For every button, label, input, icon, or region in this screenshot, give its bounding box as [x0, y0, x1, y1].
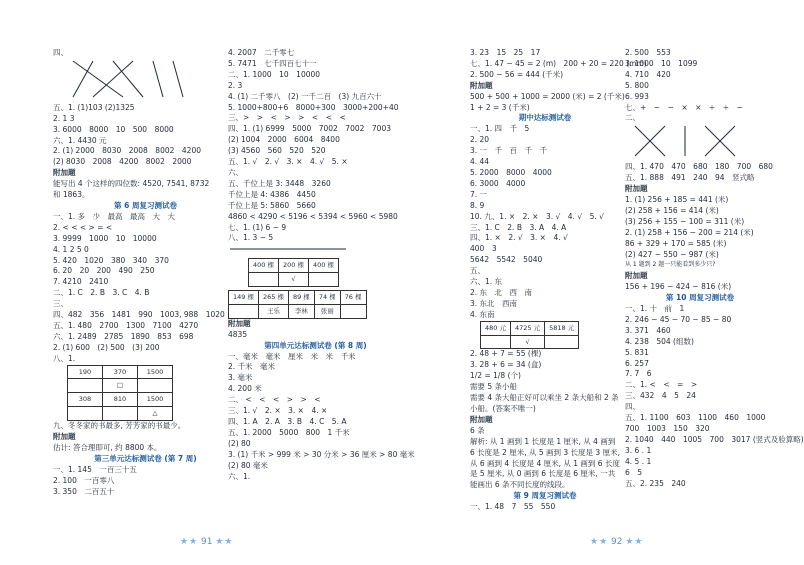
- table-cell: 400 棵: [308, 259, 338, 273]
- answer-line: 4. 238 504 (组数): [625, 336, 694, 346]
- answer-line: 5. 7471 七千四百七十一: [228, 58, 317, 68]
- answer-line: 一、1. 48 7 55 550: [470, 502, 556, 512]
- answer-line: 五、1. (1)103 (2)1325: [53, 102, 135, 112]
- table-cell: 265 棵: [258, 291, 288, 305]
- answer-line: 一、1. 十 前 1: [625, 304, 685, 314]
- answer-line: 2. (1) 2000 8030 2008 8002 4200: [53, 146, 201, 156]
- answer-line: 86 + 329 + 170 = 585 (米): [625, 238, 727, 248]
- answer-line: 五、1. √ 2. √ 3. × 4. √ 5. ×: [228, 157, 348, 167]
- fujia-heading: 附加题: [470, 414, 493, 424]
- section-title: 期中达标测试卷: [518, 113, 572, 123]
- answer-line: (3) 256 + 155 − 100 = 311 (米): [625, 216, 745, 226]
- answer-line: 需要 5 条小船: [470, 382, 518, 392]
- answer-line: 六、1. 东: [470, 277, 503, 287]
- answer-line: 3. 6 . 1: [625, 445, 652, 455]
- answer-line: 一、毫米 毫米 厘米 米 米 千米: [228, 351, 356, 361]
- column-4: [625, 48, 804, 489]
- answer-line: 5. 2000 8000 4000: [470, 167, 552, 177]
- answer-line: 五、1. 1100 603 1100 460 1000: [625, 413, 766, 423]
- answer-line: 五、2. 235 240: [625, 478, 686, 488]
- answer-line: 5. 800: [625, 80, 649, 90]
- answer-line: 四、: [625, 402, 640, 412]
- answer-line: 三、: [53, 299, 68, 309]
- answer-line: (3) 4560 560 520 520: [228, 146, 326, 156]
- answer-line: 三、432 4 5 24: [625, 391, 696, 401]
- table-cell: 76 棵: [340, 291, 366, 305]
- answer-line: 2. 东 北 西 南: [470, 287, 533, 297]
- answer-line: 七、+ − − × × ÷ ÷ −: [625, 102, 743, 112]
- answer-line: 四、1. × 2. √ 3. × 4. √: [470, 233, 568, 243]
- answer-line: 3. 毫米: [228, 373, 253, 383]
- answer-grid: [67, 365, 173, 422]
- star-decoration: ★★: [590, 537, 609, 547]
- table-cell: [308, 273, 338, 287]
- table-cell: [545, 335, 579, 349]
- answer-line: 估计: 答合理即可, 约 8800 本。: [53, 443, 162, 452]
- answer-line: 一、1. 四 千 5: [470, 124, 530, 134]
- answer-line: 千位上是 4: 4386 4450: [228, 189, 316, 199]
- answer-line: 二、1. < < = >: [625, 380, 698, 390]
- answer-line: 六、1.: [228, 471, 251, 481]
- grid-cell: 190: [68, 365, 103, 379]
- grid-cell: 1500: [138, 393, 173, 407]
- fujia-heading: 附加题: [53, 168, 76, 178]
- table-cell: 89 棵: [288, 291, 314, 305]
- section-title: 第 6 周复习测试卷: [114, 200, 177, 210]
- answer-line: 九、冬冬家的书最多, 芳芳家的书最少。: [53, 421, 186, 431]
- answer-line: 1/2 = 1/8 (个): [470, 371, 521, 381]
- answer-line: 3. 23 15 25 17: [470, 48, 541, 57]
- grid-cell: △: [138, 407, 173, 421]
- page-number: 91: [201, 537, 213, 547]
- fujia-heading: 附加题: [228, 318, 251, 328]
- answer-line: 500 + 500 + 1000 = 2000 (米) = 2 (千米): [470, 91, 625, 101]
- answer-line: 四、1. (1) 6999 5000 7002 7002 7003: [228, 124, 391, 134]
- answer-line: 2. 500 553: [625, 48, 671, 57]
- matching-diagram: [53, 59, 203, 99]
- answer-line: 5642 5542 5040: [470, 255, 543, 265]
- answer-line: 1. (1) 256 + 185 = 441 (米): [625, 194, 729, 204]
- answer-line: 8. 9: [470, 200, 485, 210]
- table-cell: 200 棵: [278, 259, 308, 273]
- table-cell: [249, 273, 279, 287]
- answer-line: 5. 1000+800+6 8000+300 3000+200+40: [228, 102, 399, 112]
- answer-line: 1 + 2 = 3 (千米): [470, 102, 530, 112]
- answer-line: 八、1. 3 ~ 5: [228, 233, 274, 243]
- answer-line: 三、> > < > > < < <: [228, 113, 346, 123]
- star-decoration: ★★: [625, 537, 644, 547]
- table-cell: √: [278, 273, 308, 287]
- answer-paragraph: 需要 4 条大船正好可以乘坐 2 条大船和 2 条小船。(答案不唯一): [470, 393, 619, 413]
- table-cell: [481, 335, 511, 349]
- section-title: 第 10 周复习测试卷: [665, 293, 735, 303]
- answer-line: (2) 80 毫米: [228, 460, 268, 470]
- answer-line: 10. 九、1. × 2. × 3. √ 4. √ 5. √: [470, 211, 604, 221]
- answer-line: 4860 < 4290 < 5196 < 5394 < 5960 < 5980: [228, 211, 398, 221]
- answer-line: 700 1003 150 320: [625, 424, 710, 433]
- answer-line: 四、482 356 1481 990 1003, 988 1020: [53, 310, 225, 320]
- answer-line: 五、千位上是 3: 3448 3260: [228, 178, 331, 188]
- answer-line: 五、1. 888 491 240 94 竖式略: [625, 173, 755, 183]
- answer-line: 6 条: [470, 425, 485, 435]
- answer-line: 6. 3000 4000: [470, 178, 526, 188]
- answer-line: (2) 8030 2008 4200 8002 2000: [53, 157, 192, 167]
- answer-line: 六、1. 2489 2785 1890 853 698: [53, 331, 194, 341]
- answer-line: 2. (1) 258 + 156 − 200 = 214 (米): [625, 227, 754, 237]
- answer-line: 2. 1040 440 1005 700 3017 (竖式及验算略): [625, 434, 804, 444]
- matching-diagram: [625, 124, 755, 158]
- grid-cell: 308: [68, 393, 103, 407]
- table-cell: √: [510, 335, 544, 349]
- column-2: [228, 48, 415, 482]
- answer-line: 2. 3: [228, 80, 243, 90]
- answer-line: 八、1.: [53, 353, 76, 363]
- page-number-footer: [180, 537, 233, 547]
- answer-line: 六、: [228, 167, 243, 177]
- answer-line: 千位上是 5: 5860 5660: [228, 200, 316, 210]
- answer-line: 七、1. 47 − 45 = 2 (m) 200 + 20 = 220 (mm): [470, 58, 647, 68]
- fujia-heading: 附加题: [625, 271, 648, 281]
- answer-line: 3. 6000 8000 10 500 8000: [53, 124, 174, 134]
- answer-line: 7. 7 6: [625, 369, 652, 379]
- answer-line: 4. 东南: [470, 309, 495, 319]
- answer-line: 五、: [470, 266, 485, 276]
- answer-line: 二、1. 1000 10 10000: [228, 69, 321, 79]
- answer-line: 4. 2007 二千零七: [228, 48, 295, 57]
- answer-line: 3. 350 二百五十: [53, 486, 115, 496]
- answer-line: 4. 5 . 1: [625, 456, 652, 466]
- answer-line: 七、1. (1) 6 ~ 9: [228, 222, 287, 232]
- grid-cell: [68, 379, 103, 393]
- table-cell: 王乐: [258, 304, 288, 318]
- answer-line: 4. 200 米: [228, 384, 262, 394]
- grid-cell: [103, 407, 138, 421]
- answer-line: 3. 东北 西南: [470, 298, 518, 308]
- answer-line: 3. 371 460: [625, 325, 671, 335]
- fujia-heading: 附加题: [625, 184, 648, 194]
- grid-cell: 1500: [138, 365, 173, 379]
- answer-line: 四、1. A 2. A 3. B 4. C 5. A: [228, 417, 347, 426]
- answer-line: (2) 80: [228, 438, 251, 448]
- answer-line: 6. 993: [625, 91, 649, 101]
- fujia-heading: 附加题: [470, 80, 493, 90]
- answer-line: 2. 48 + 7 = 55 (棵): [470, 349, 542, 359]
- answer-line: 二、 < < < > > <: [228, 395, 321, 405]
- grid-cell: 810: [103, 393, 138, 407]
- answer-line: 五、1. 2000 5000 800 1 千米: [228, 427, 350, 437]
- answer-line: 2. 1 3: [53, 113, 75, 123]
- answer-line: 2. (1) 600 (2) 500 (3) 200: [53, 342, 160, 352]
- answer-line: 400 3: [470, 244, 497, 254]
- answer-line: 5. 420 1020 380 340 370: [53, 255, 169, 265]
- grid-cell: [138, 379, 173, 393]
- table-cell: 480 元: [481, 321, 511, 335]
- answer-line: 7. 4210 2410: [53, 277, 109, 287]
- answer-line: 3. (1) 千米 > 999 米 > 30 分米 > 36 厘米 > 80 毫米: [228, 449, 415, 459]
- table-cell: 400 棵: [249, 259, 279, 273]
- answer-line: 五、1. 480 2700 1300 7100 4270: [53, 320, 199, 330]
- section-title: 第 9 周复习测试卷: [513, 491, 577, 501]
- answer-line: 二、1. C 2. B 3. C 4. B: [53, 288, 150, 298]
- answer-line: 二、: [625, 113, 640, 123]
- answer-line: 4835: [228, 329, 248, 339]
- answer-line: 2. 100 一百零八: [53, 475, 115, 485]
- table-cell: 149 棵: [229, 291, 259, 305]
- table-cell: 5818 元: [545, 321, 579, 335]
- section-title: 第四单元达标测试卷 (第 8 周): [264, 340, 367, 350]
- answer-line: 和 1863。: [53, 190, 90, 200]
- answer-line: 7. 一: [470, 189, 488, 199]
- answer-line: 2. 千米 毫米: [228, 362, 276, 372]
- section-title: 第三单元达标测试卷 (第 7 周): [94, 453, 197, 463]
- answer-line: 三、1. C 2. B 3. A 4. A: [470, 222, 567, 232]
- answer-line: 三、1. √ 2. × 3. × 4. ×: [228, 406, 328, 416]
- answer-line: 3. 一 千 百 千 千: [470, 146, 548, 156]
- answer-line: 6. 20 20 200 490 250: [53, 266, 155, 276]
- answer-line: (2) 427 − 550 − 987 (米): [625, 249, 719, 259]
- answer-line: 4. (1) 二千零八 (2) 一千二百 (3) 九百六十: [228, 91, 382, 101]
- price-table: [480, 321, 579, 350]
- answer-line: 4. 1 2 5 0: [53, 244, 89, 254]
- table-cell: 4725 元: [510, 321, 544, 335]
- answer-line: 四、: [53, 48, 68, 57]
- fujia-heading: 附加题: [53, 432, 76, 442]
- page-number-footer: [590, 537, 643, 547]
- answer-line: 六、1. 4430 元: [53, 135, 107, 145]
- answer-line: 2. 246 − 45 − 70 − 85 − 80: [625, 314, 732, 324]
- answer-note: 从 1 题到 2 题一只能看到多少只?: [625, 261, 716, 269]
- answer-line: 4. 44: [470, 157, 490, 167]
- answer-line: 3. 28 + 6 = 34 (盒): [470, 360, 542, 370]
- tree-table: [248, 258, 339, 287]
- answer-line: 2. 20: [470, 135, 490, 145]
- answer-paragraph: 解析: 从 1 画到 1 长度是 1 厘米, 从 4 画到 6 长度是 2 厘米, 从 5 画到 3 长度是 3 厘米, 从 6 画到 4 长度是 4 厘米, 从 1 画到 6 长度是 5 厘米, 从 0 画到 6 长度是 6 厘米, 一共能画出 6 条不同长度的线段。: [470, 436, 620, 490]
- tree-count-table: [228, 290, 367, 319]
- answer-line: 一、1. 多 少 最高 最高 大 大: [53, 211, 176, 221]
- answer-line: 156 + 196 − 424 − 816 (米): [625, 282, 732, 292]
- answer-line: 3. 1000 10 1099: [625, 58, 698, 68]
- number-line: [228, 244, 348, 254]
- answer-line: (2) 1004 2000 6004 8400: [228, 135, 340, 145]
- answer-line: 四、1. 470 470 680 180 700 680: [625, 162, 773, 172]
- answer-line: 5. 831: [625, 347, 649, 357]
- table-cell: 李林: [288, 304, 314, 318]
- answer-line: 4. 710 420: [625, 69, 671, 79]
- grid-cell: □: [103, 379, 138, 393]
- answer-line: 3. 9999 1000 10 10000: [53, 233, 157, 243]
- grid-cell: [68, 407, 103, 421]
- column-1: [53, 48, 238, 498]
- page-number: 92: [611, 537, 623, 547]
- answer-line: 能写出 4 个这样的四位数: 4520, 7541, 8732: [53, 179, 210, 189]
- answer-line: 一、1. 145 一百三十五: [53, 464, 137, 474]
- table-cell: 74 棵: [314, 291, 340, 305]
- answer-line: 2. 500 − 56 = 444 (千米): [470, 69, 564, 79]
- answer-line: 6. 257: [625, 358, 649, 368]
- star-decoration: ★★: [180, 537, 199, 547]
- star-decoration: ★★: [215, 537, 234, 547]
- table-cell: 张丽: [314, 304, 340, 318]
- answer-line: 6 5: [625, 467, 643, 477]
- answer-line: (2) 258 + 156 = 414 (米): [625, 205, 719, 215]
- grid-cell: 370: [103, 365, 138, 379]
- answer-line: 2. < < < > = <: [53, 222, 113, 232]
